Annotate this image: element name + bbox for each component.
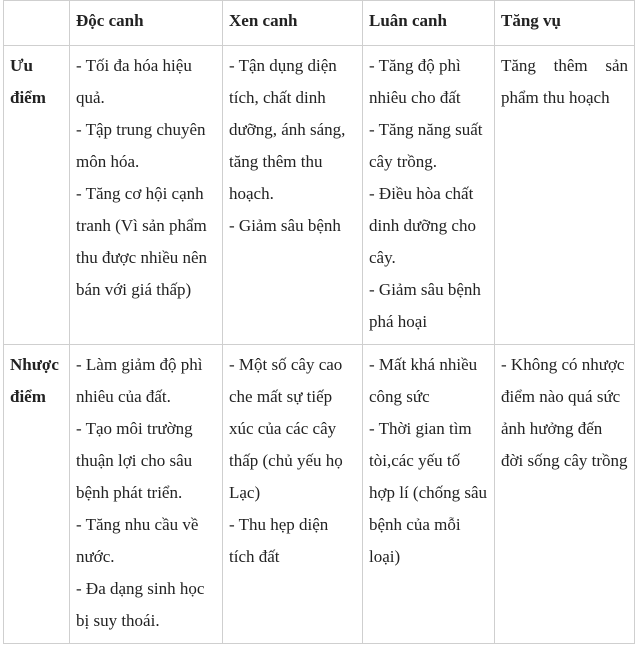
header-doc-canh: Độc canh	[70, 1, 223, 46]
list-item: - Thu hẹp diện tích đất	[229, 515, 329, 566]
comparison-table	[3, 0, 635, 644]
list-item: - Giảm sâu bệnh phá hoại	[369, 280, 481, 331]
row-label-advantages: Ưu điểm	[4, 46, 70, 345]
cell-advantages-xen-canh	[223, 46, 363, 345]
header-luan-canh: Luân canh	[363, 1, 495, 46]
list-item: - Một số cây cao che mất sự tiếp xúc của các cây thấp (chủ yếu họ Lạc)	[229, 355, 343, 502]
list-item: - Điều hòa chất dinh dưỡng cho cây.	[369, 184, 476, 267]
cell-disadvantages-doc-canh	[70, 345, 223, 644]
list-item: - Tận dụng diện tích, chất dinh dưỡng, ánh sáng, tăng thêm thu hoạch.	[229, 56, 346, 203]
cell-advantages-doc-canh	[70, 46, 223, 345]
header-tang-vu: Tăng vụ	[495, 1, 635, 46]
header-xen-canh: Xen canh	[223, 1, 363, 46]
list-item: - Giảm sâu bệnh	[229, 216, 341, 235]
list-item: - Làm giảm độ phì nhiêu của đất.	[76, 355, 203, 406]
cell-disadvantages-luan-canh	[363, 345, 495, 644]
cell-disadvantages-xen-canh	[223, 345, 363, 644]
list-item: - Tăng năng suất cây trồng.	[369, 120, 483, 171]
list-item: - Thời gian tìm tòi,các yếu tố hợp lí (chống sâu bệnh của mỗi loại)	[369, 419, 488, 566]
list-item: - Tăng nhu cầu về nước.	[76, 515, 199, 566]
header-row	[4, 1, 635, 46]
list-item: - Mất khá nhiều công sức	[369, 355, 478, 406]
list-item: - Tăng độ phì nhiêu cho đất	[369, 56, 461, 107]
list-item: - Tạo môi trường thuận lợi cho sâu bệnh phát triển.	[76, 419, 193, 502]
table-row-advantages	[4, 46, 635, 345]
cell-advantages-luan-canh	[363, 46, 495, 345]
table-row-disadvantages	[4, 345, 635, 644]
list-item: - Tăng cơ hội cạnh tranh (Vì sản phẩm thu được nhiều nên bán với giá thấp)	[76, 184, 208, 299]
cell-advantages-tang-vu	[495, 46, 635, 345]
header-corner	[4, 1, 70, 46]
row-label-disadvantages: Nhược điểm	[4, 345, 70, 644]
cell-disadvantages-tang-vu	[495, 345, 635, 644]
list-item: - Đa dạng sinh học bị suy thoái.	[76, 579, 205, 630]
list-item: - Không có nhược điểm nào quá sức ảnh hưởng đến đời sống cây trồng	[501, 355, 628, 470]
list-item: - Tập trung chuyên môn hóa.	[76, 120, 206, 171]
list-item: - Tối đa hóa hiệu quả.	[76, 56, 192, 107]
list-item: Tăng thêm sản phẩm thu hoạch	[501, 56, 628, 107]
